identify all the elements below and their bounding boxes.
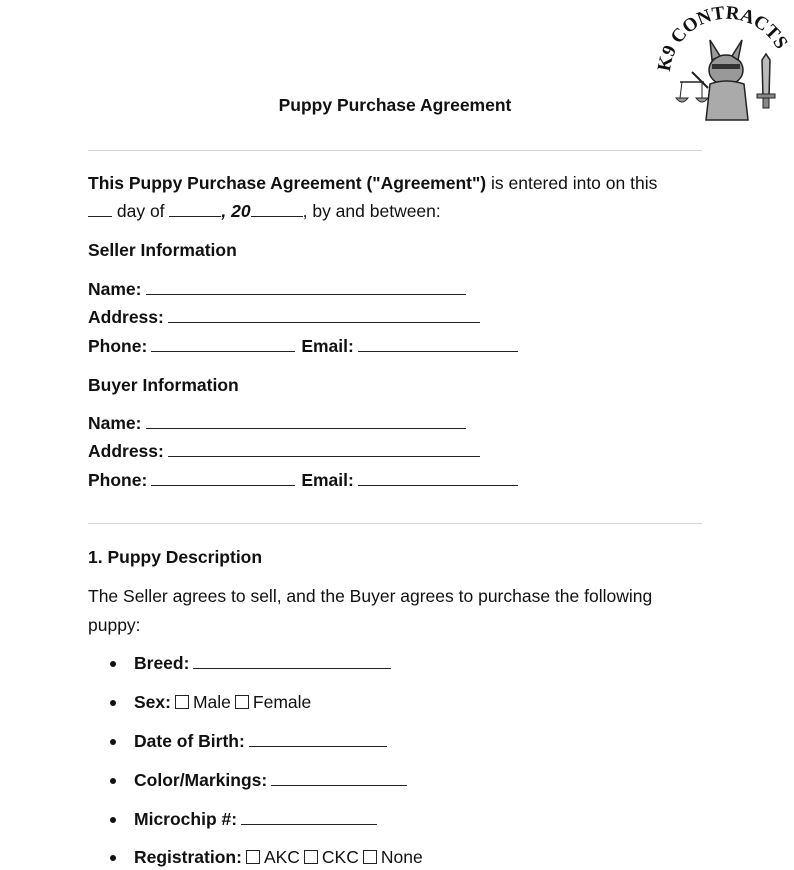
seller-name-row [88,278,466,300]
page-title: Puppy Purchase Agreement [278,95,512,115]
bullet [110,855,116,861]
seller-heading: Seller Information [88,240,237,260]
list-item-registration [110,846,423,868]
intro-text: is entered into on this [486,173,658,193]
female-label: Female [252,692,312,712]
bullet [110,778,116,784]
list-item-dob [110,730,387,752]
none-label: None [380,847,423,867]
intro-day-of: day of [112,201,170,221]
buyer-phone-field[interactable] [151,469,295,486]
sex-label: Sex: [134,692,171,712]
ckc-checkbox[interactable] [304,850,318,864]
registration-label: Registration: [134,847,242,867]
buyer-contact-row [88,469,518,491]
intro-line-2 [88,200,441,222]
buyer-address-row [88,440,480,462]
month-blank[interactable] [169,200,221,217]
female-checkbox[interactable] [235,695,249,709]
list-item-color [110,769,407,791]
color-field[interactable] [271,769,407,786]
male-label: Male [192,692,231,712]
breed-label: Breed: [134,653,190,673]
seller-address-field[interactable] [168,306,480,323]
color-label: Color/Markings: [134,770,268,790]
seller-email-field[interactable] [358,335,518,352]
seller-address-label: Address: [88,307,164,327]
svg-text:K9 CONTRACTS: K9 CONTRACTS [653,2,792,73]
buyer-heading: Buyer Information [88,375,239,395]
none-checkbox[interactable] [363,850,377,864]
seller-address-row [88,306,480,328]
dob-label: Date of Birth: [134,731,245,751]
bullet [110,661,116,667]
intro-year: , 20 [221,201,251,221]
section-1-heading: 1. Puppy Description [88,547,263,567]
seller-phone-label: Phone: [88,336,148,356]
year-blank[interactable] [251,200,303,217]
breed-field[interactable] [193,652,391,669]
male-checkbox[interactable] [175,695,189,709]
ckc-label: CKC [321,847,359,867]
buyer-phone-label: Phone: [88,470,148,490]
bullet [110,700,116,706]
akc-label: AKC [263,847,300,867]
seller-email-label: Email: [301,336,354,356]
dob-field[interactable] [249,730,387,747]
buyer-email-label: Email: [301,470,354,490]
bullet [110,739,116,745]
seller-phone-field[interactable] [151,335,295,352]
bullet [110,817,116,823]
list-item-microchip [110,808,377,830]
microchip-field[interactable] [241,808,377,825]
seller-name-field[interactable] [146,278,466,295]
intro-bold: This Puppy Purchase Agreement ("Agreement") [88,173,487,193]
intro-line-1 [88,172,657,194]
seller-name-label: Name: [88,279,142,299]
buyer-name-field[interactable] [146,412,466,429]
list-item-breed [110,652,391,674]
buyer-address-field[interactable] [168,440,480,457]
akc-checkbox[interactable] [246,850,260,864]
microchip-label: Microchip #: [134,809,238,829]
section-1-para-line-2: puppy: [88,615,141,635]
divider [88,523,702,524]
divider [88,150,702,151]
day-blank[interactable] [88,200,112,217]
buyer-name-row [88,412,466,434]
intro-end: , by and between: [302,201,441,221]
buyer-name-label: Name: [88,413,142,433]
buyer-email-field[interactable] [358,469,518,486]
list-item-sex [110,691,311,713]
buyer-address-label: Address: [88,441,164,461]
seller-contact-row [88,335,518,357]
section-1-para-line-1: The Seller agrees to sell, and the Buyer agrees to purchase the following [88,586,653,606]
